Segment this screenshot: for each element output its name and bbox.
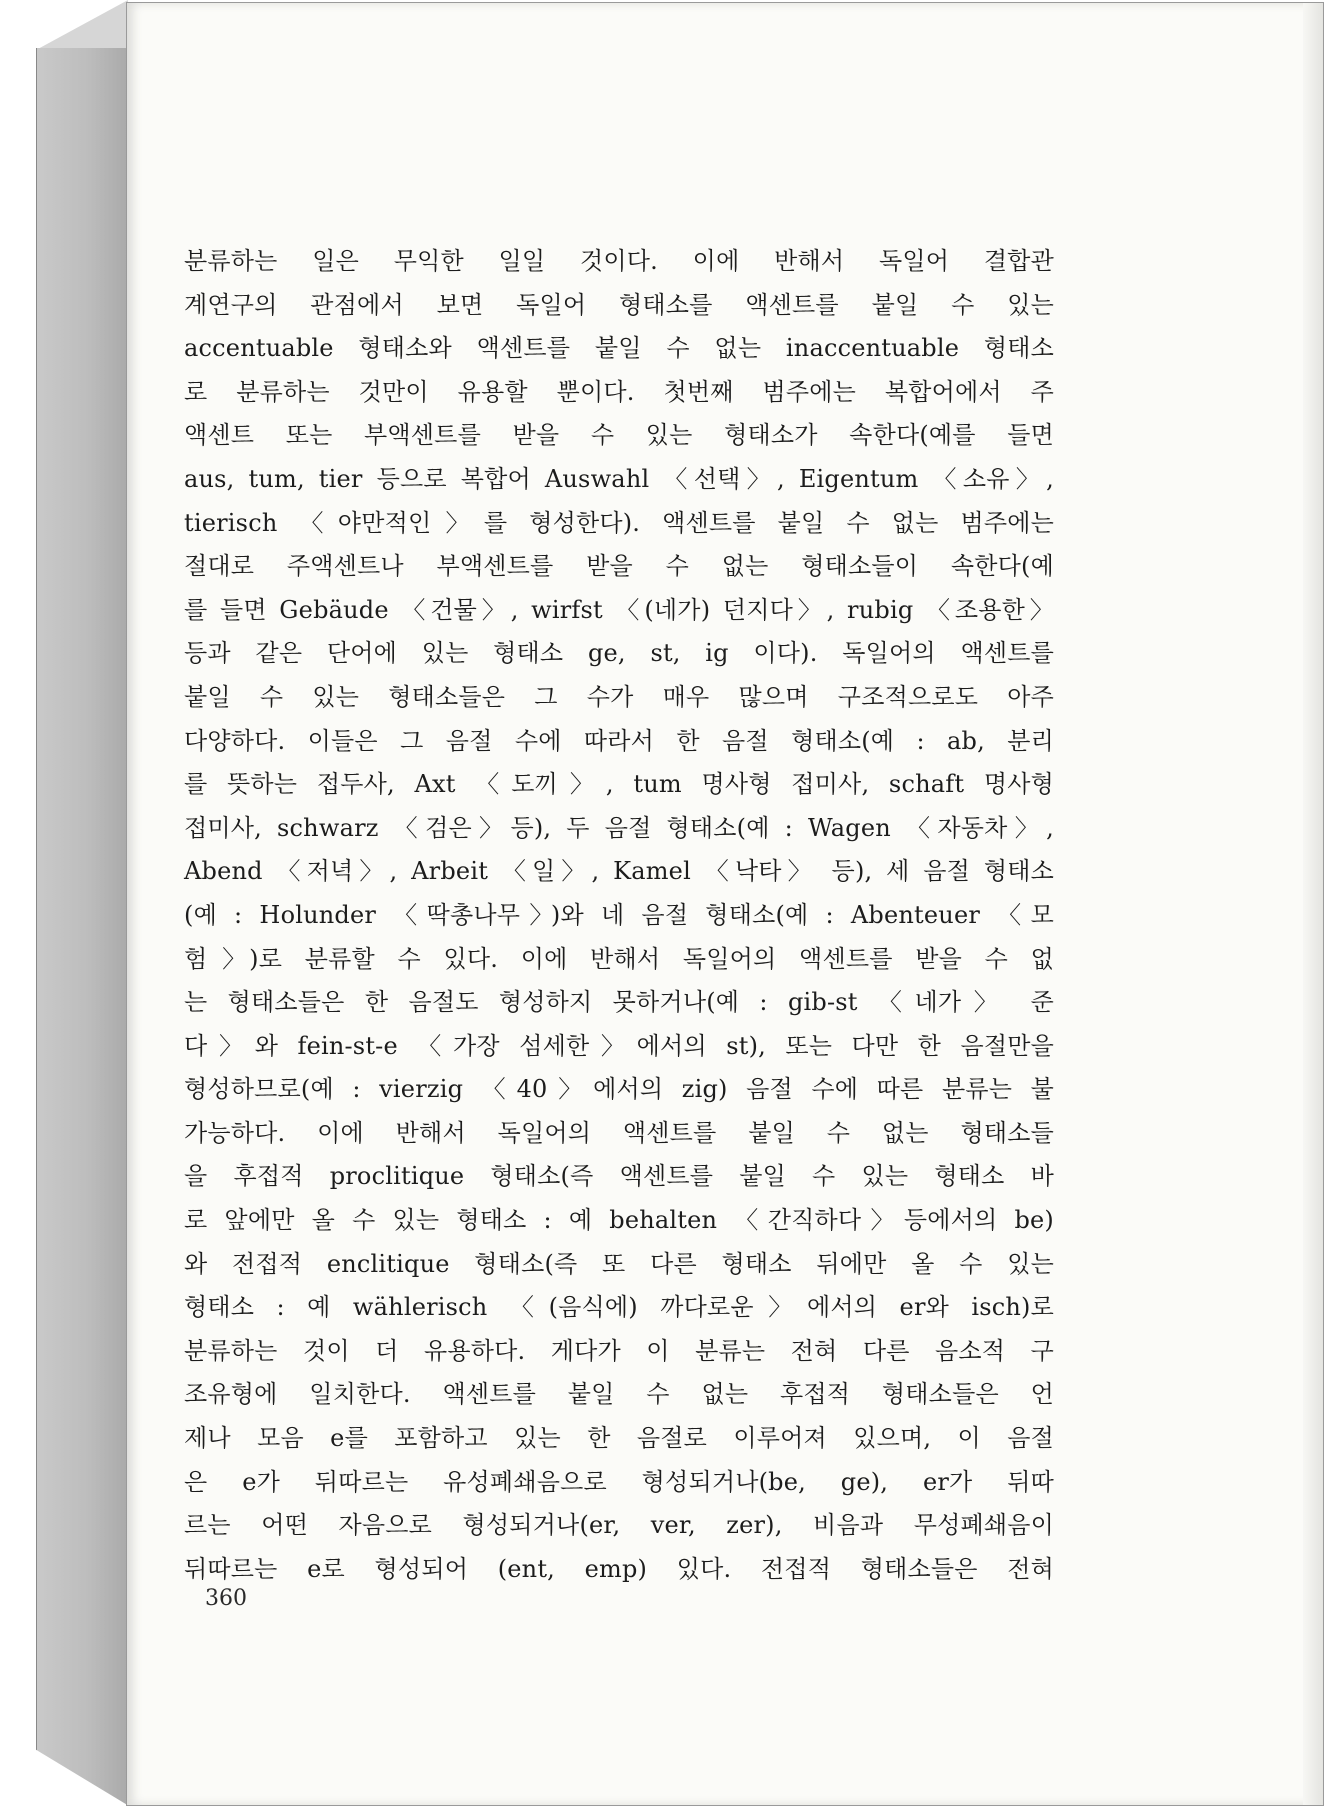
text-line: 계연구의 관점에서 보면 독일어 형태소를 액센트를 붙일 수 있는 bbox=[184, 290, 1054, 319]
text-line: 형태소 : 예 wählerisch 〈(음식에) 까다로운〉에서의 er와 isch)로 bbox=[184, 1293, 1054, 1322]
text-line: 다〉와 fein-st-e 〈가장 섬세한〉에서의 st), 또는 다만 한 음절만을 bbox=[184, 1031, 1054, 1060]
text-line: accentuable 형태소와 액센트를 붙일 수 없는 inaccentuable 형태소 bbox=[184, 334, 1054, 363]
text-line: Abend 〈저녁〉, Arbeit 〈일〉, Kamel 〈낙타〉 등), 세 음절 형태소 bbox=[184, 857, 1054, 886]
text-line: 은 e가 뒤따르는 유성폐쇄음으로 형성되거나(be, ge), er가 뒤따 bbox=[184, 1467, 1054, 1496]
text-line: 로 분류하는 것만이 유용할 뿐이다. 첫번째 범주에는 복합어에서 주 bbox=[184, 377, 1054, 406]
text-line: 분류하는 일은 무익한 일일 것이다. 이에 반해서 독일어 결합관 bbox=[184, 247, 1054, 275]
page-number: 360 bbox=[205, 1586, 247, 1611]
text-line: 를 뜻하는 접두사, Axt 〈도끼〉, tum 명사형 접미사, schaft 명사형 bbox=[184, 770, 1054, 799]
text-line: tierisch 〈야만적인〉를 형성한다). 액센트를 붙일 수 없는 범주에는 bbox=[184, 508, 1054, 537]
text-line: 분류하는 것이 더 유용하다. 게다가 이 분류는 전혀 다른 음소적 구 bbox=[184, 1336, 1054, 1365]
text-line: 형성하므로(예 : vierzig 〈40〉에서의 zig) 음절 수에 따른 분류는 불 bbox=[184, 1075, 1054, 1104]
text-line: 붙일 수 있는 형태소들은 그 수가 매우 많으며 구조적으로도 아주 bbox=[184, 682, 1054, 711]
text-line: 는 형태소들은 한 음절도 형성하지 못하거나(예 : gib-st 〈네가〉 준 bbox=[184, 988, 1054, 1017]
text-line: 절대로 주액센트나 부액센트를 받을 수 없는 형태소들이 속한다(예 bbox=[184, 552, 1054, 581]
text-line: aus, tum, tier 등으로 복합어 Auswahl 〈선택〉, Eigentum 〈소유〉, bbox=[184, 464, 1054, 493]
text-line: 다양하다. 이들은 그 음절 수에 따라서 한 음절 형태소(예 : ab, 분리 bbox=[184, 726, 1054, 755]
page-edge-shading bbox=[1303, 3, 1323, 1805]
text-line: 제나 모음 e를 포함하고 있는 한 음절로 이루어져 있으며, 이 음절 bbox=[184, 1424, 1054, 1453]
text-line: 와 전접적 enclitique 형태소(즉 또 다른 형태소 뒤에만 올 수 있는 bbox=[184, 1249, 1054, 1278]
text-line: 등과 같은 단어에 있는 형태소 ge, st, ig 이다). 독일어의 액센트를 bbox=[184, 639, 1054, 668]
text-line: 뒤따르는 e로 형성되어 (ent, emp) 있다. 전접적 형태소들은 전혀 bbox=[184, 1554, 1054, 1583]
text-line: 조유형에 일치한다. 액센트를 붙일 수 없는 후접적 형태소들은 언 bbox=[184, 1380, 1054, 1409]
text-line: 로 앞에만 올 수 있는 형태소 : 예 behalten 〈간직하다〉등에서의 be) bbox=[184, 1206, 1054, 1235]
text-line: 을 후접적 proclitique 형태소(즉 액센트를 붙일 수 있는 형태소 바 bbox=[184, 1162, 1054, 1191]
text-line: 액센트 또는 부액센트를 받을 수 있는 형태소가 속한다(예를 들면 bbox=[184, 421, 1054, 450]
text-line: (예 : Holunder 〈딱총나무〉)와 네 음절 형태소(예 : Abenteuer 〈모 bbox=[184, 900, 1054, 929]
text-line: 접미사, schwarz 〈검은〉등), 두 음절 형태소(예 : Wagen 〈자동차〉, bbox=[184, 813, 1054, 842]
text-line: 험〉)로 분류할 수 있다. 이에 반해서 독일어의 액센트를 받을 수 없 bbox=[184, 944, 1054, 973]
text-line: 를 들면 Gebäude 〈건물〉, wirfst 〈(네가) 던지다〉, rubig 〈조용한〉 bbox=[184, 595, 1054, 624]
book-spine bbox=[36, 48, 129, 1806]
text-line: 가능하다. 이에 반해서 독일어의 액센트를 붙일 수 없는 형태소들 bbox=[184, 1118, 1054, 1147]
book-top-edge bbox=[36, 0, 128, 50]
page-body-text bbox=[184, 240, 1054, 1591]
text-line: 르는 어떤 자음으로 형성되거나(er, ver, zer), 비음과 무성폐쇄음이 bbox=[184, 1511, 1054, 1540]
